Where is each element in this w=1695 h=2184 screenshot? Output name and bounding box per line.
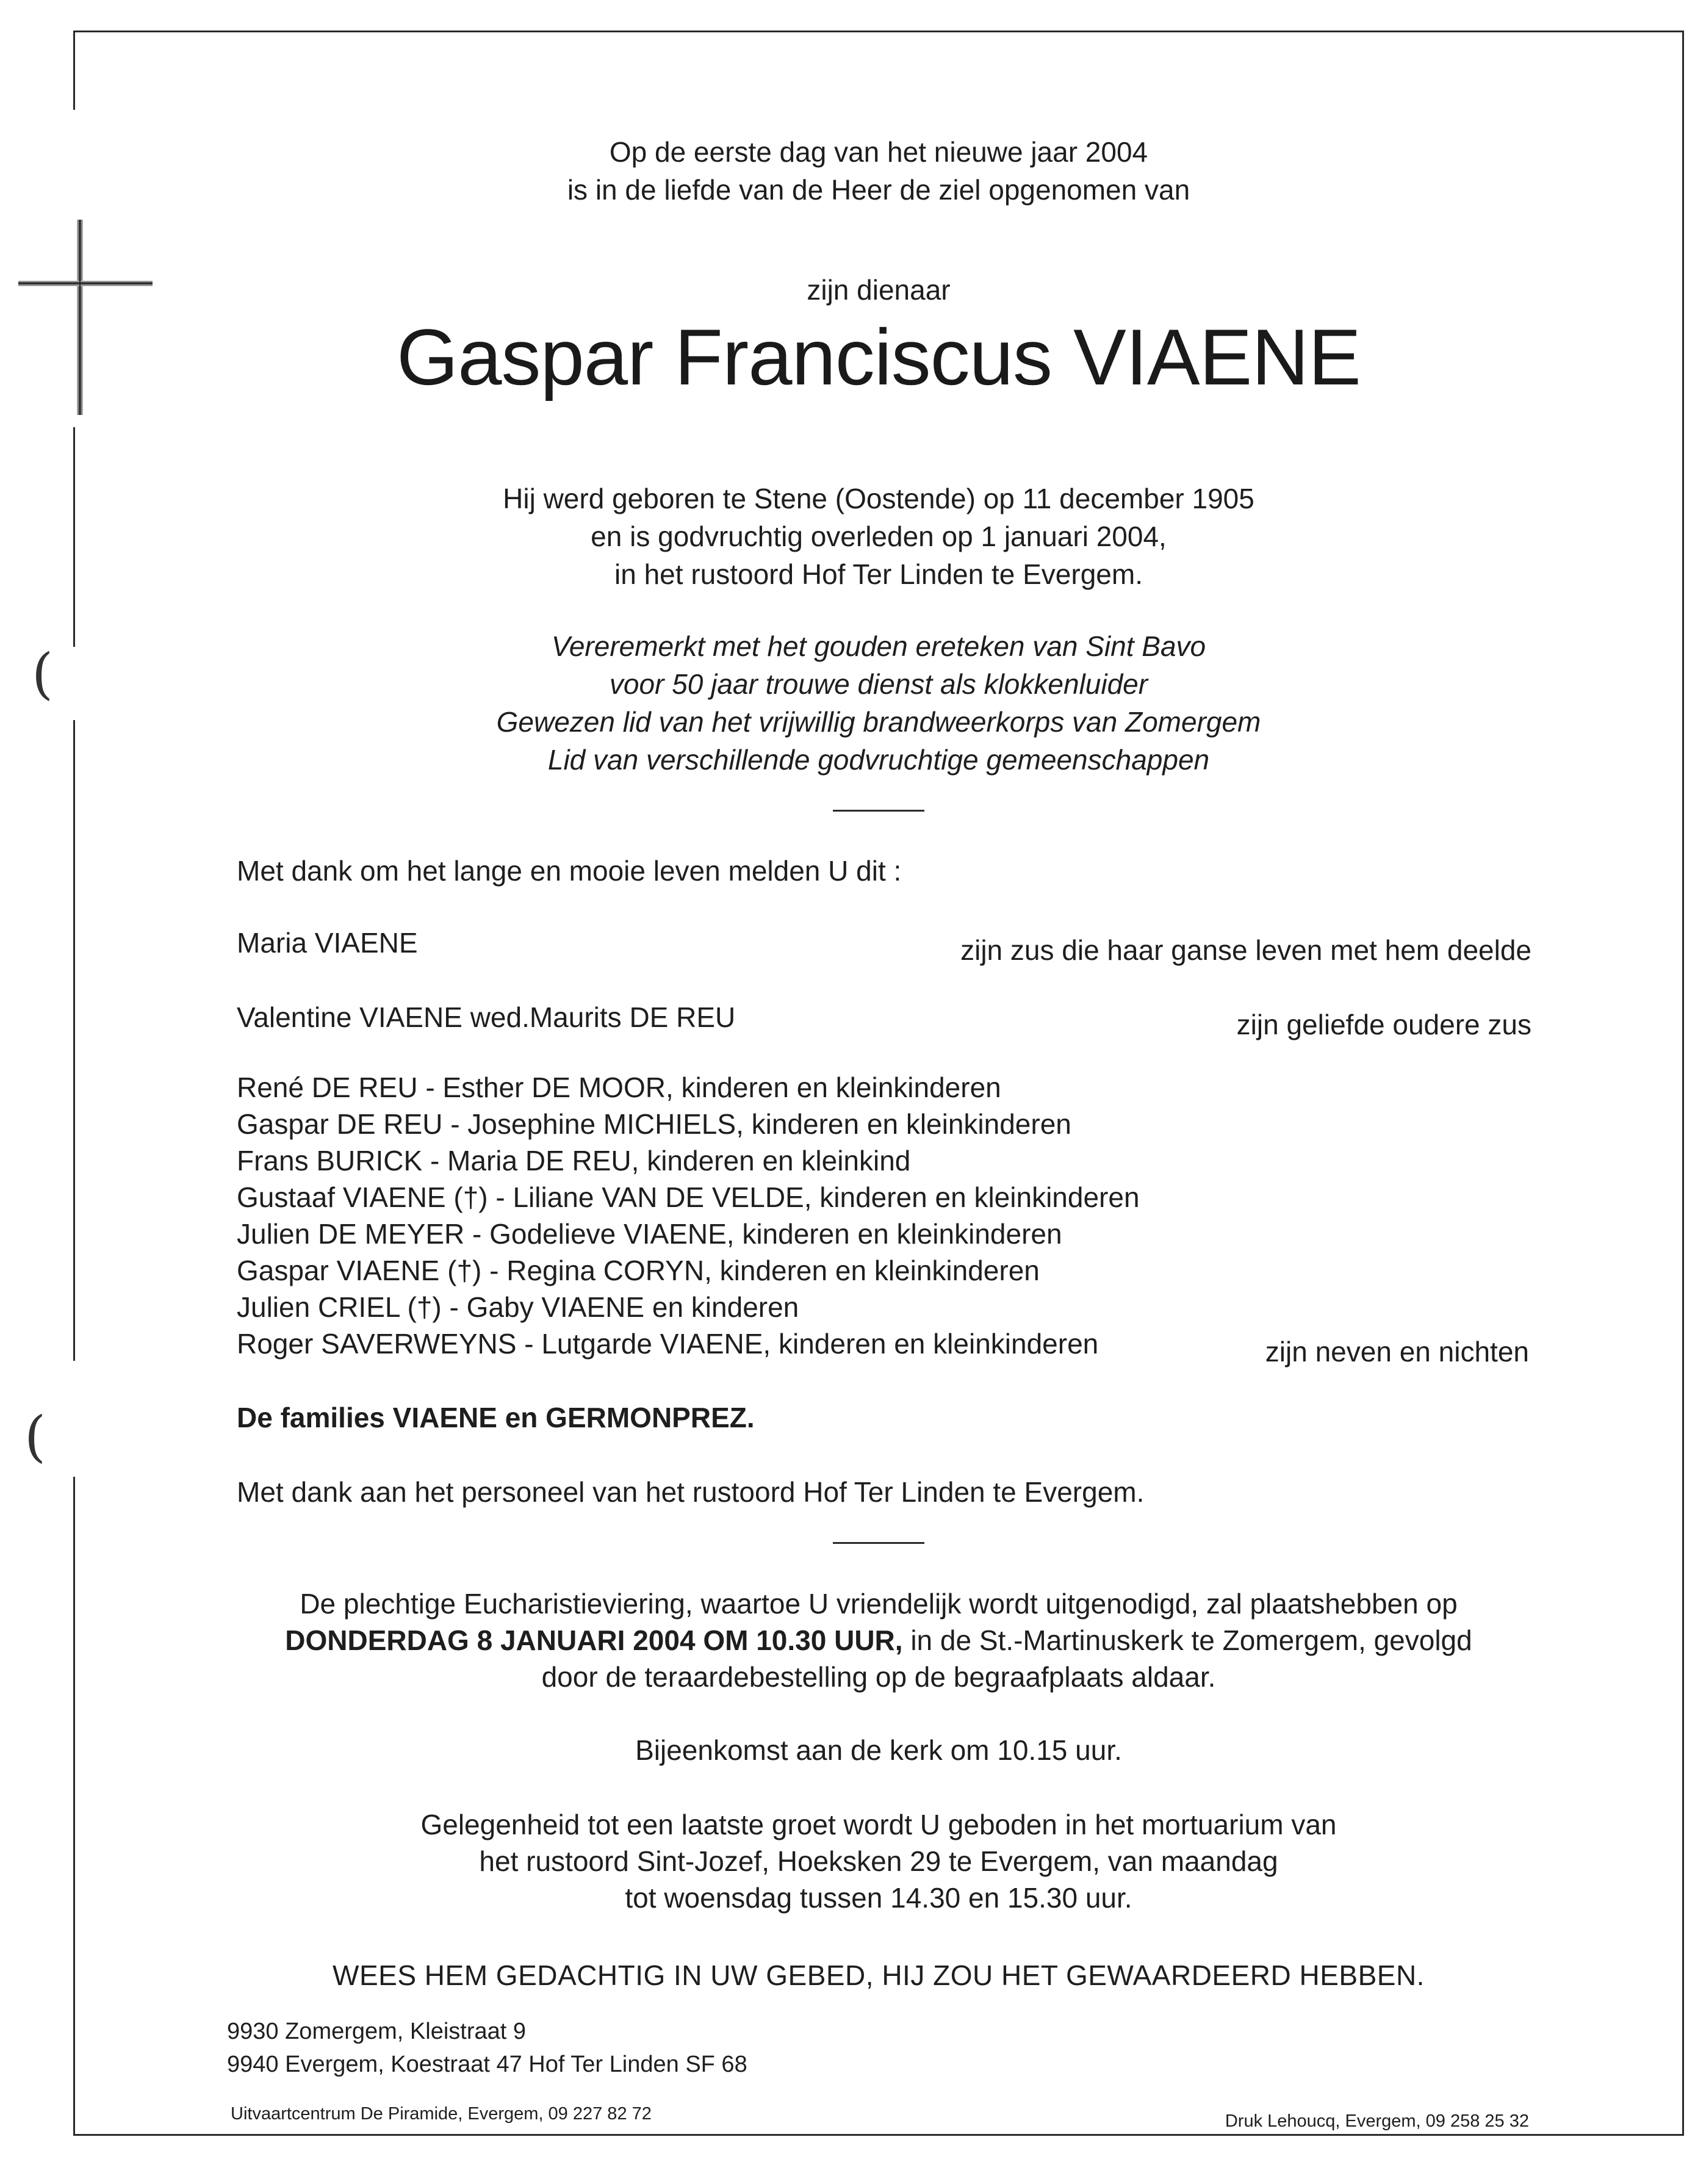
ceremony-location: in de St.-Martinuskerk te Zomergem, gevolgd xyxy=(902,1624,1472,1656)
thanks-intro: Met dank om het lange en mooie leven melden U dit : xyxy=(237,855,902,887)
honor-line: Lid van verschillende godvruchtige gemeenschappen xyxy=(547,744,1210,776)
divider xyxy=(833,1542,924,1544)
farewell-line: Gelegenheid tot een laatste groet wordt U geboden in het mortuarium van xyxy=(420,1809,1337,1840)
ceremony-line: door de teraardebestelling op de begraafplaats aldaar. xyxy=(541,1661,1216,1693)
list-item: Roger SAVERWEYNS - Lutgarde VIAENE, kinderen en kleinkinderen xyxy=(237,1328,1099,1360)
divider xyxy=(833,810,924,812)
relative-relation-valentine: zijn geliefde oudere zus xyxy=(1236,1009,1531,1040)
list-item: Gaspar DE REU - Josephine MICHIELS, kinderen en kleinkinderen xyxy=(237,1108,1071,1140)
bracket-mark: ( xyxy=(24,1405,46,1469)
bio-line: in het rustoord Hof Ter Linden te Evergem. xyxy=(614,558,1143,590)
nephews-relation: zijn neven en nichten xyxy=(1265,1336,1529,1368)
honor-line: voor 50 jaar trouwe dienst als klokkenluider xyxy=(609,668,1148,700)
ceremony-line xyxy=(73,1622,1684,1659)
nephews-list xyxy=(237,1069,1140,1362)
bio-line: en is godvruchtig overleden op 1 januari 2004, xyxy=(591,521,1167,552)
intro-text xyxy=(73,133,1684,209)
honors xyxy=(73,627,1684,779)
list-item: Gaspar VIAENE (†) - Regina CORYN, kinderen en kleinkinderen xyxy=(237,1255,1040,1286)
farewell-info xyxy=(73,1806,1684,1916)
printer-credit: Druk Lehoucq, Evergem, 09 258 25 32 xyxy=(1225,2111,1529,2131)
ceremony-announcement xyxy=(73,1585,1684,1695)
border-left-segment xyxy=(73,720,75,1361)
families-line: De families VIAENE en GERMONPREZ. xyxy=(237,1402,755,1433)
funeral-home-credit: Uitvaartcentrum De Piramide, Evergem, 09 227 82 72 xyxy=(231,2104,652,2124)
gathering-time: Bijeenkomst aan de kerk om 10.15 uur. xyxy=(635,1734,1122,1766)
address-line: 9940 Evergem, Koestraat 47 Hof Ter Linden SF 68 xyxy=(227,2052,747,2077)
bio-line: Hij werd geboren te Stene (Oostende) op 11 december 1905 xyxy=(503,483,1254,514)
border-left-segment-top xyxy=(73,31,75,110)
ceremony-line: De plechtige Eucharistieviering, waartoe U vriendelijk wordt uitgenodigd, zal plaatshebben op xyxy=(300,1588,1458,1620)
honor-line: Gewezen lid van het vrijwillig brandweerkorps van Zomergem xyxy=(496,706,1261,738)
biography xyxy=(73,480,1684,593)
address-line: 9930 Zomergem, Kleistraat 9 xyxy=(227,2019,527,2044)
list-item: Frans BURICK - Maria DE REU, kinderen en kleinkind xyxy=(237,1145,911,1177)
addresses xyxy=(227,2015,747,2081)
relative-relation-maria: zijn zus die haar ganse leven met hem deelde xyxy=(960,934,1531,966)
thanks-staff: Met dank aan het personeel van het rustoord Hof Ter Linden te Evergem. xyxy=(237,1476,1145,1508)
list-item: Gustaaf VIAENE (†) - Liliane VAN DE VELDE, kinderen en kleinkinderen xyxy=(237,1181,1140,1213)
relative-name-valentine: Valentine VIAENE wed.Maurits DE REU xyxy=(237,1001,736,1033)
list-item: Julien CRIEL (†) - Gaby VIAENE en kinderen xyxy=(237,1291,799,1323)
relative-name-maria: Maria VIAENE xyxy=(237,927,418,959)
farewell-line: tot woensdag tussen 14.30 en 15.30 uur. xyxy=(625,1882,1132,1914)
intro-line: is in de liefde van de Heer de ziel opgenomen van xyxy=(567,174,1190,206)
ceremony-date: DONDERDAG 8 JANUARI 2004 OM 10.30 UUR, xyxy=(285,1624,903,1656)
deceased-name: Gaspar Franciscus VIAENE xyxy=(397,312,1361,402)
intro-line: Op de eerste dag van het nieuwe jaar 2004 xyxy=(609,136,1148,168)
list-item: Julien DE MEYER - Godelieve VIAENE, kinderen en kleinkinderen xyxy=(237,1218,1062,1250)
list-item: René DE REU - Esther DE MOOR, kinderen en kleinkinderen xyxy=(237,1072,1001,1103)
honor-line: Vereremerkt met het gouden ereteken van Sint Bavo xyxy=(551,630,1206,662)
bracket-mark: ( xyxy=(32,642,54,706)
farewell-line: het rustoord Sint-Jozef, Hoeksken 29 te Evergem, van maandag xyxy=(479,1845,1278,1877)
closing-prayer: WEES HEM GEDACHTIG IN UW GEBED, HIJ ZOU HET GEWAARDEERD HEBBEN. xyxy=(333,1959,1425,1991)
servant-label: zijn dienaar xyxy=(807,274,951,306)
